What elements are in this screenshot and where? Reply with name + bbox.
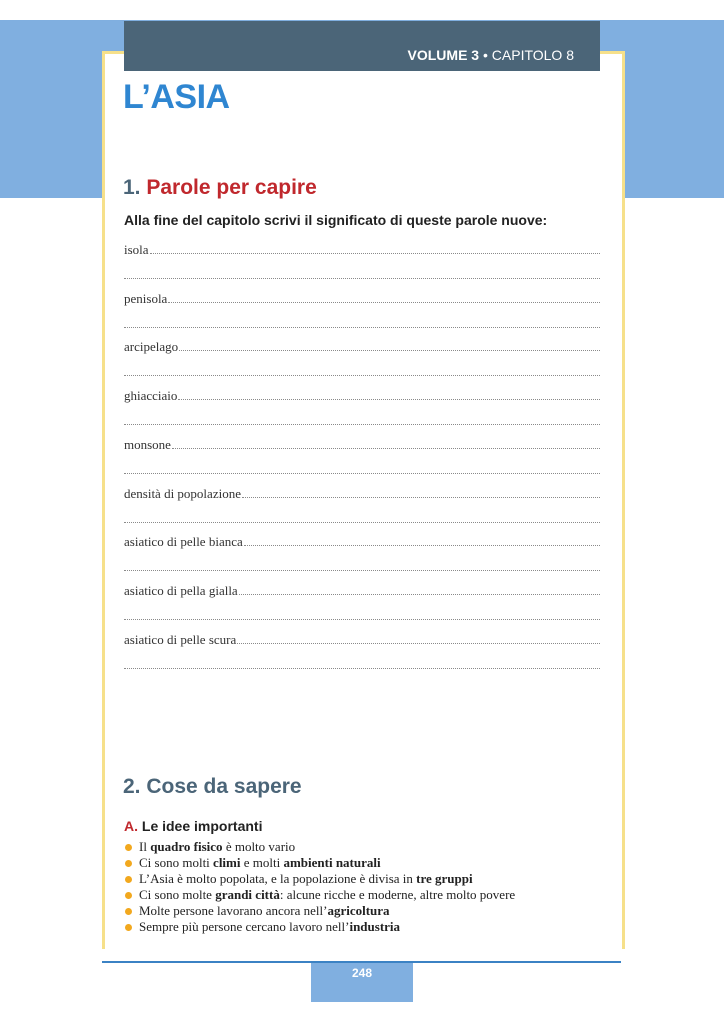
bullet-dot-icon <box>125 876 132 883</box>
term-row[interactable] <box>124 387 600 403</box>
term-row[interactable] <box>124 436 600 452</box>
answer-line-continuation[interactable] <box>124 278 600 279</box>
page-number: 248 <box>351 966 373 980</box>
list-item <box>124 903 515 919</box>
bold-term: ambienti naturali <box>283 855 381 870</box>
term-row[interactable] <box>124 582 600 598</box>
subheading-letter: A. <box>124 818 138 834</box>
bullet-dot-icon <box>125 892 132 899</box>
list-item <box>124 887 515 903</box>
list-item <box>124 871 515 887</box>
answer-line[interactable] <box>244 545 600 546</box>
answer-line-continuation[interactable] <box>124 570 600 571</box>
chapter-header <box>408 47 574 63</box>
bullet-text: è molto vario <box>222 839 296 854</box>
answer-line[interactable] <box>242 497 600 498</box>
header-bar <box>124 21 600 71</box>
term-label: asiatico di pelle scura <box>124 632 237 647</box>
page-title: L’ASIA <box>123 78 230 116</box>
bullet-text: : alcune ricche e moderne, altre molto povere <box>279 887 516 902</box>
bullet-text: Molte persone lavorano ancora nell’ <box>139 903 328 918</box>
term-row[interactable] <box>124 485 600 501</box>
term-row[interactable] <box>124 631 600 647</box>
subheading-label: Le idee importanti <box>141 818 263 834</box>
answer-line[interactable] <box>178 399 600 400</box>
volume-label: VOLUME 3 <box>407 47 480 63</box>
answer-line-continuation[interactable] <box>124 424 600 425</box>
term-label: asiatico di pella gialla <box>124 583 238 598</box>
bold-term: climi <box>213 855 241 870</box>
term-label: penisola <box>124 291 168 306</box>
answer-line-continuation[interactable] <box>124 668 600 669</box>
term-row[interactable] <box>124 533 600 549</box>
section2-heading <box>123 775 302 799</box>
term-row[interactable] <box>124 338 600 354</box>
section1-heading <box>123 176 317 200</box>
answer-line[interactable] <box>237 643 600 644</box>
bold-term: quadro fisico <box>150 839 223 854</box>
bullet-text: L’Asia è molto popolata, e la popolazione è divisa in <box>139 871 417 886</box>
list-item <box>124 855 515 871</box>
answer-line[interactable] <box>239 594 600 595</box>
key-ideas-list <box>124 839 515 935</box>
bullet-text: Ci sono molti <box>139 855 214 870</box>
bold-term: agricoltura <box>327 903 390 918</box>
answer-line-continuation[interactable] <box>124 522 600 523</box>
bullet-text: Ci sono molte <box>139 887 216 902</box>
section2-number: 2. <box>123 775 141 798</box>
term-label: densità di popolazione <box>124 486 241 501</box>
answer-line-continuation[interactable] <box>124 619 600 620</box>
bullet-text: Sempre più persone cercano lavoro nell’ <box>139 919 350 934</box>
bullet-dot-icon <box>125 908 132 915</box>
section2-subheading <box>124 818 262 834</box>
term-label: ghiacciaio <box>124 388 178 403</box>
bold-term: grandi città <box>215 887 280 902</box>
term-label: monsone <box>124 437 171 452</box>
term-label: isola <box>124 242 149 257</box>
answer-line-continuation[interactable] <box>124 327 600 328</box>
term-label: asiatico di pelle bianca <box>124 534 243 549</box>
answer-line[interactable] <box>179 350 600 351</box>
bold-term: industria <box>349 919 401 934</box>
bullet-text: Il <box>139 839 151 854</box>
answer-line[interactable] <box>168 302 600 303</box>
answer-line[interactable] <box>172 448 600 449</box>
bullet-dot-icon <box>125 860 132 867</box>
bullet-dot-icon <box>125 924 132 931</box>
section1-number: 1. <box>123 176 141 199</box>
section1-instruction: Alla fine del capitolo scrivi il significato di queste parole nuove: <box>124 212 548 228</box>
term-row[interactable] <box>124 241 600 257</box>
chapter-label: CAPITOLO 8 <box>491 47 574 63</box>
answer-line-continuation[interactable] <box>124 375 600 376</box>
section2-label: Cose da sapere <box>146 775 302 798</box>
list-item <box>124 839 515 855</box>
term-row[interactable] <box>124 290 600 306</box>
answer-line-continuation[interactable] <box>124 473 600 474</box>
answer-line[interactable] <box>150 253 600 254</box>
term-label: arcipelago <box>124 339 179 354</box>
header-separator: • <box>482 47 488 63</box>
bold-term: tre gruppi <box>416 871 473 886</box>
list-item <box>124 919 515 935</box>
bullet-dot-icon <box>125 844 132 851</box>
bullet-text: e molti <box>240 855 284 870</box>
section1-label: Parole per capire <box>146 176 317 199</box>
